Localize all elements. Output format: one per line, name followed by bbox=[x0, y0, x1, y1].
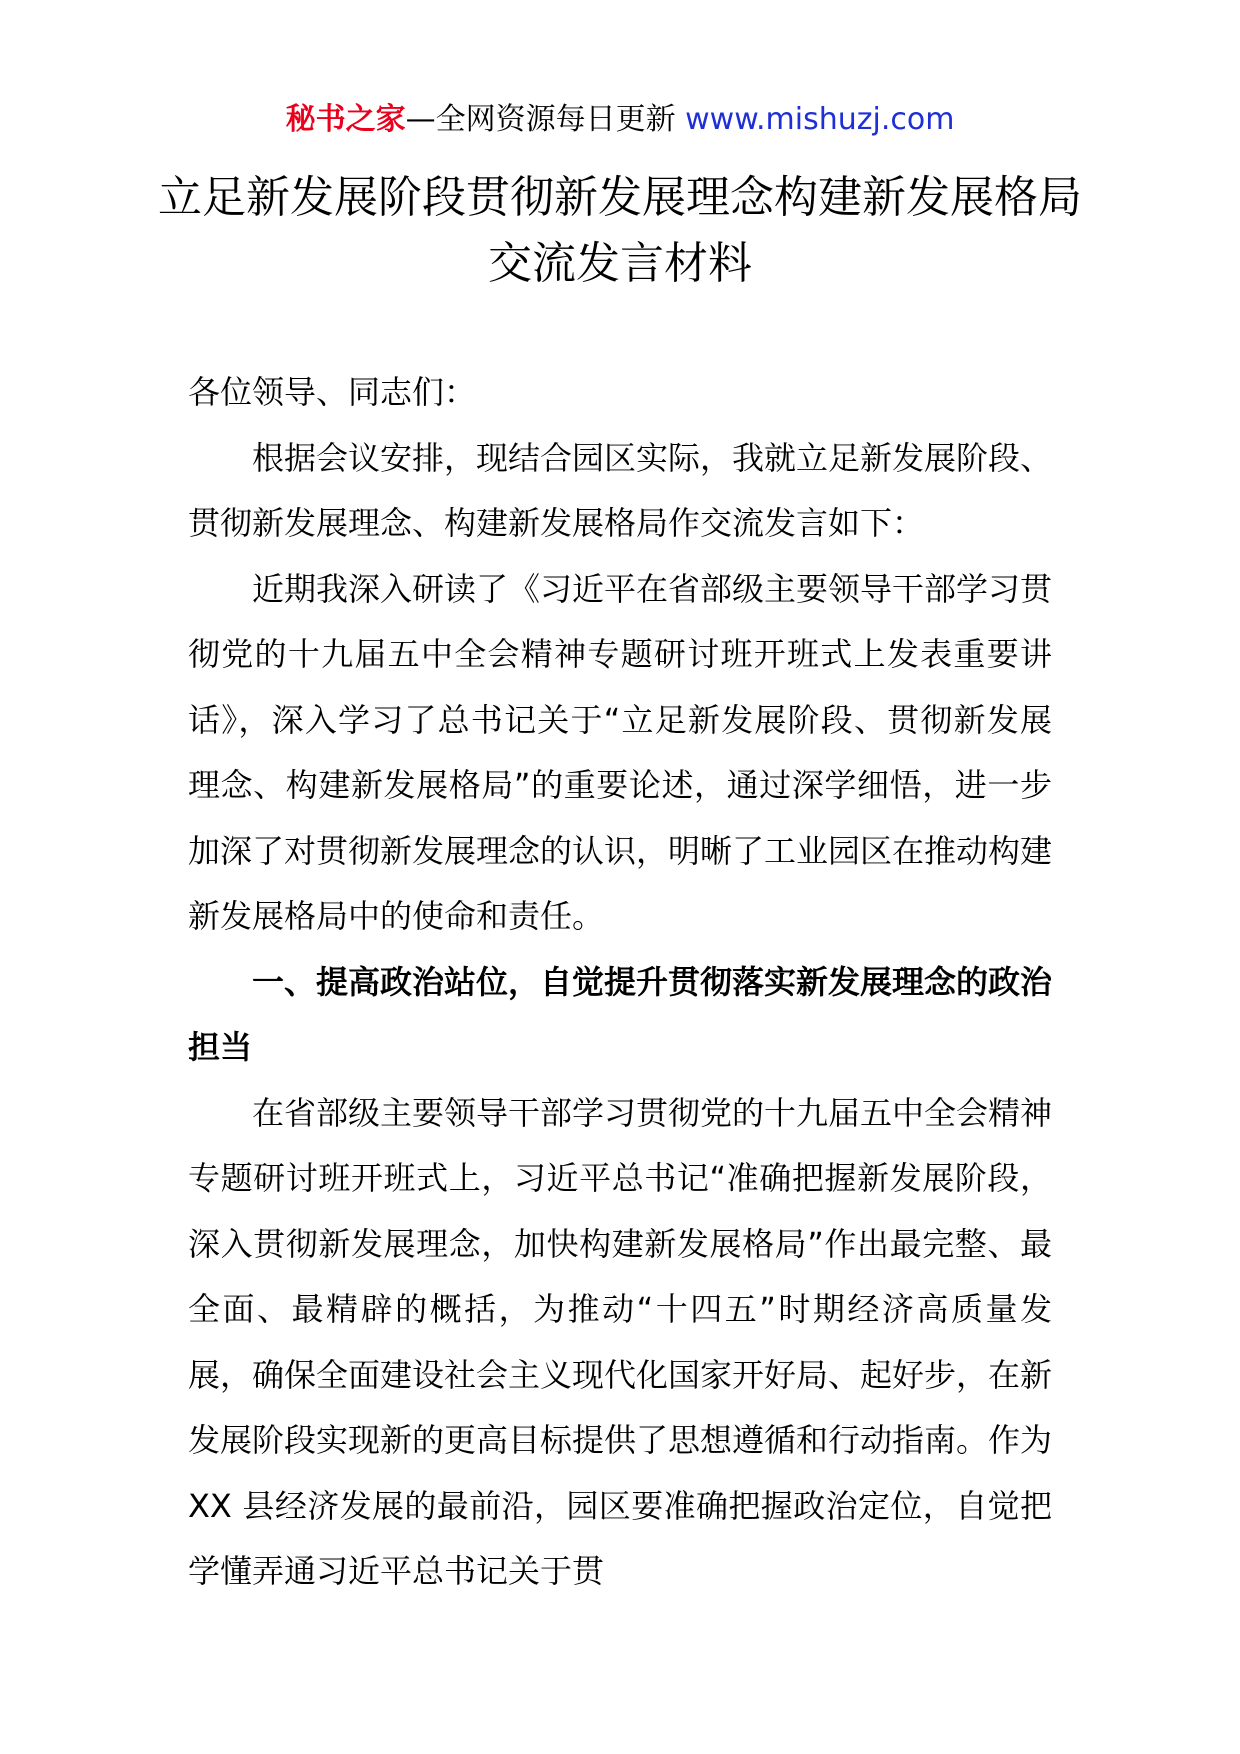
salutation: 各位领导、同志们： bbox=[188, 373, 477, 411]
document-title: 立足新发展阶段贯彻新发展理念构建新发展格局交流发言材料 bbox=[158, 172, 1082, 289]
document-body bbox=[188, 360, 1052, 1605]
watermark-brand: 秘书之家 bbox=[285, 102, 406, 137]
paragraph-study: 近期我深入研读了《习近平在省部级主要领导干部学习贯彻党的十九届五中全会精神专题研讨班开班式上发表重要讲话》，深入学习了总书记关于“立足新发展阶段、贯彻新发展理念、构建新发展格局”的重要论述，通过深学细悟，进一步加深了对贯彻新发展理念的认识，明晰了工业园区在推动构建新发展格局中的使命和责任。 bbox=[188, 569, 1053, 935]
watermark-url: www.mishuzj.com bbox=[685, 102, 955, 137]
paragraph-intro: 根据会议安排，现结合园区实际，我就立足新发展阶段、贯彻新发展理念、构建新发展格局作交流发言如下： bbox=[188, 438, 1053, 542]
watermark-tagline: —全网资源每日更新 bbox=[405, 102, 686, 137]
site-watermark-header bbox=[0, 100, 1240, 140]
section-heading: 一、提高政治站位，自觉提升贯彻落实新发展理念的政治担当 bbox=[188, 962, 1053, 1066]
section-paragraph: 在省部级主要领导干部学习贯彻党的十九届五中全会精神专题研讨班开班式上，习近平总书记“准确把握新发展阶段，深入贯彻新发展理念，加快构建新发展格局”作出最完整、最全面、最精辟的概括，为推动“十四五”时期经济高质量发展，确保全面建设社会主义现代化国家开好局、起好步，在新发展阶段实现新的更高目标提供了思想遵循和行动指南。作为 XX 县经济发展的最前沿，园区要准确把握政治定位，自觉把学懂弄通习近平总书记关于贯 bbox=[188, 1093, 1053, 1590]
